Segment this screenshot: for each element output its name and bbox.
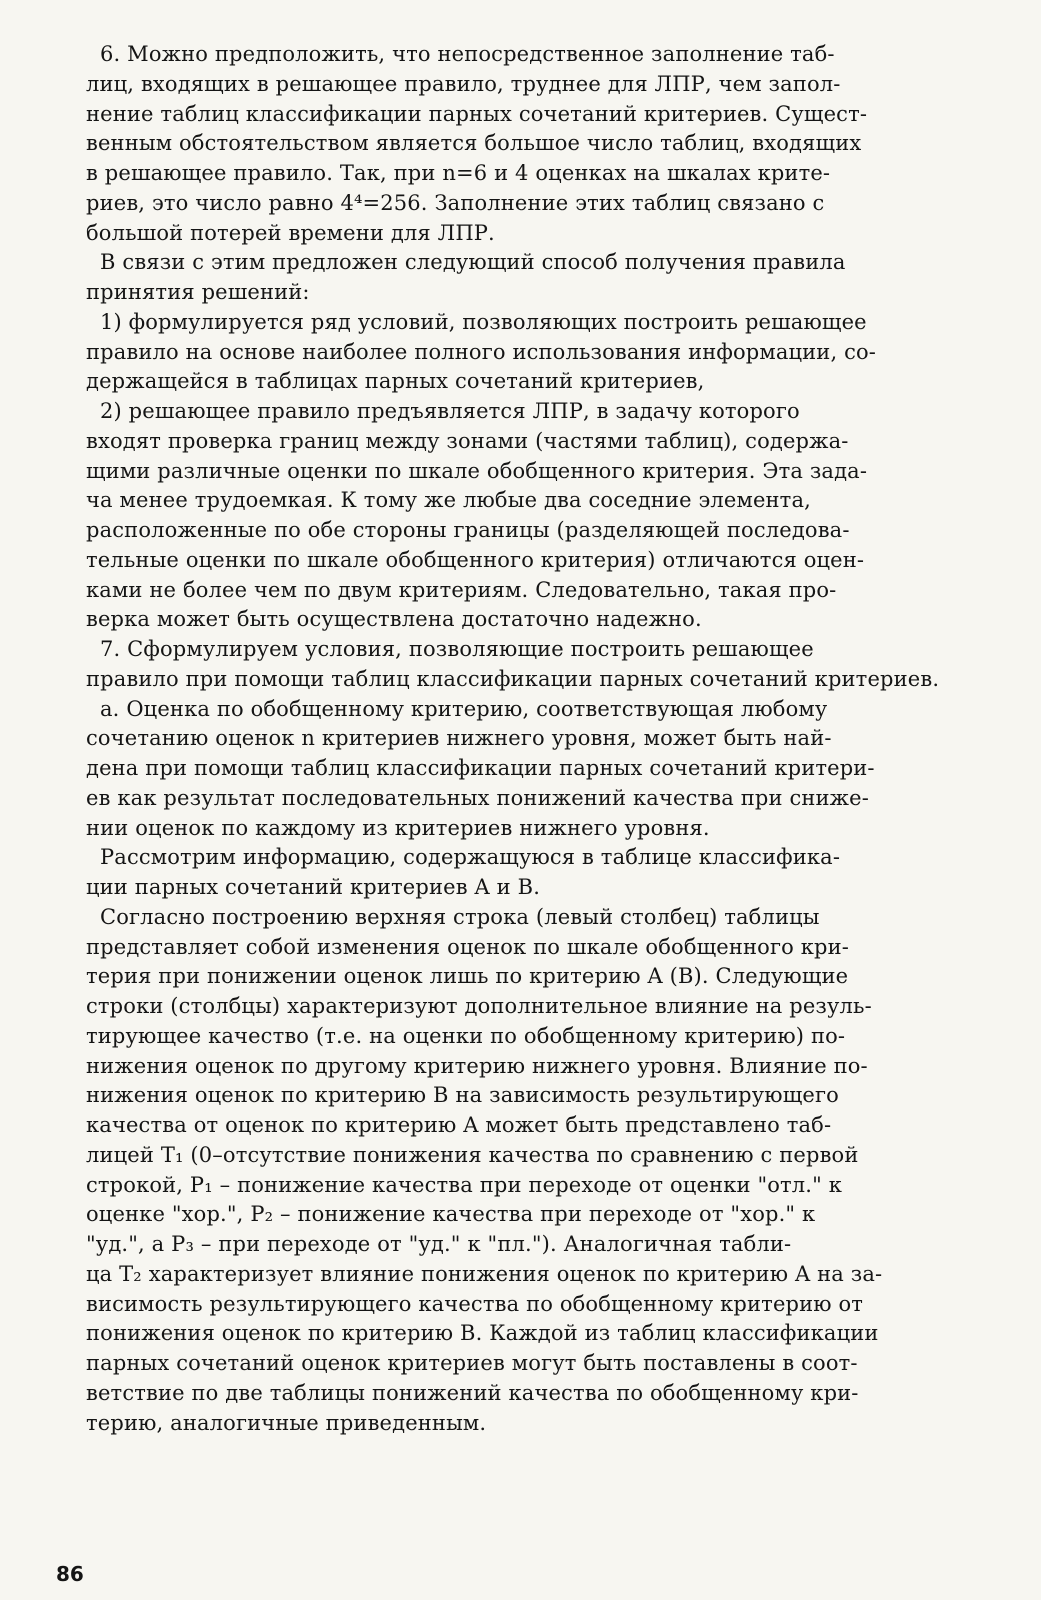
text-line: ев как результат последовательных понижений качества при сниже-	[86, 785, 869, 810]
text-line: риев, это число равно 4⁴=256. Заполнение этих таблиц связано с	[86, 190, 825, 215]
text-line: строки (столбцы) характеризуют дополнительное влияние на резуль-	[86, 994, 872, 1018]
text-line: расположенные по обе стороны границы (разделяющей последова-	[86, 518, 850, 542]
text-line: нижения оценок по критерию B на зависимость результирующего	[86, 1083, 839, 1108]
text-line: нижения оценок по другому критерию нижнего уровня. Влияние по-	[86, 1053, 868, 1078]
text-line: лицей T₁ (0–отсутствие понижения качества по сравнению с первой	[86, 1142, 859, 1167]
text-line: ча менее трудоемкая. К тому же любые два соседние элемента,	[86, 488, 811, 513]
text-line: ца T₂ характеризует влияние понижения оценок по критерию A на за-	[86, 1261, 883, 1286]
text-line: оценке "хор.", P₂ – понижение качества при переходе от "хор." к	[86, 1202, 816, 1227]
text-line: В связи с этим предложен следующий способ получения правила	[100, 250, 846, 275]
text-line: щими различные оценки по шкале обобщенного критерия. Эта зада-	[86, 458, 868, 483]
text-line: тирующее качество (т.е. на оценки по обобщенному критерию) по-	[86, 1023, 846, 1048]
text-line: ции парных сочетаний критериев A и B.	[86, 875, 541, 899]
text-line: дена при помощи таблиц классификации парных сочетаний критери-	[86, 756, 875, 780]
text-line: строкой, P₁ – понижение качества при переходе от оценки "отл." к	[86, 1172, 843, 1197]
text-line: а. Оценка по обобщенному критерию, соответствующая любому	[100, 696, 828, 721]
text-line: 7. Сформулируем условия, позволяющие построить решающее	[100, 637, 814, 661]
text-line: принятия решений:	[86, 280, 310, 304]
text-line: понижения оценок по критерию B. Каждой из таблиц классификации	[86, 1321, 879, 1346]
text-line: входят проверка границ между зонами (частями таблиц), содержа-	[86, 428, 849, 453]
text-line: 2) решающее правило предъявляется ЛПР, в задачу которого	[100, 399, 800, 423]
text-line: нение таблиц классификации парных сочетаний критериев. Сущест-	[86, 101, 868, 126]
text-line: ветствие по две таблицы понижений качества по обобщенному кри-	[86, 1380, 859, 1405]
text-line: тельные оценки по шкале обобщенного критерия) отличаются оцен-	[86, 547, 865, 572]
text-line: держащейся в таблицах парных сочетаний критериев,	[86, 369, 705, 394]
text-line: качества от оценок по критерию A может быть представлено таб-	[86, 1113, 832, 1137]
text-line: правило на основе наиболее полного использования информации, со-	[86, 339, 877, 364]
text-line: "уд.", а P₃ – при переходе от "уд." к "пл."). Аналогичная табли-	[86, 1232, 792, 1256]
text-line: в решающее правило. Так, при n=6 и 4 оценках на шкалах крите-	[86, 161, 831, 185]
text-line: терию, аналогичные приведенным.	[86, 1410, 487, 1435]
text-line: Рассмотрим информацию, содержащуюся в таблице классифика-	[100, 845, 841, 870]
text-line: большой потерей времени для ЛПР.	[86, 220, 495, 245]
text-line: верка может быть осуществлена достаточно надежно.	[86, 607, 702, 632]
text-line: сочетанию оценок n критериев нижнего уровня, может быть най-	[86, 726, 832, 751]
text-line: правило при помощи таблиц классификации парных сочетаний критериев.	[86, 666, 940, 691]
text-line: нии оценок по каждому из критериев нижнего уровня.	[86, 815, 710, 840]
text-line: венным обстоятельством является большое число таблиц, входящих	[86, 131, 862, 156]
text-line: 6. Можно предположить, что непосредственное заполнение таб-	[100, 42, 835, 66]
text-line: висимость результирующего качества по обобщенному критерию от	[86, 1291, 864, 1316]
text-line: лиц, входящих в решающее правило, труднее для ЛПР, чем запол-	[86, 71, 841, 96]
body-text	[86, 40, 994, 1438]
text-line: Согласно построению верхняя строка (левый столбец) таблицы	[100, 904, 820, 929]
text-line: парных сочетаний оценок критериев могут быть поставлены в соот-	[86, 1351, 858, 1375]
text-line: представляет собой изменения оценок по шкале обобщенного кри-	[86, 934, 849, 959]
text-line: терия при понижении оценок лишь по критерию A (B). Следующие	[86, 964, 849, 989]
text-line: ками не более чем по двум критериям. Следовательно, такая про-	[86, 577, 837, 602]
text-line: 1) формулируется ряд условий, позволяющих построить решающее	[100, 309, 867, 334]
page-number: 86	[56, 1562, 84, 1586]
